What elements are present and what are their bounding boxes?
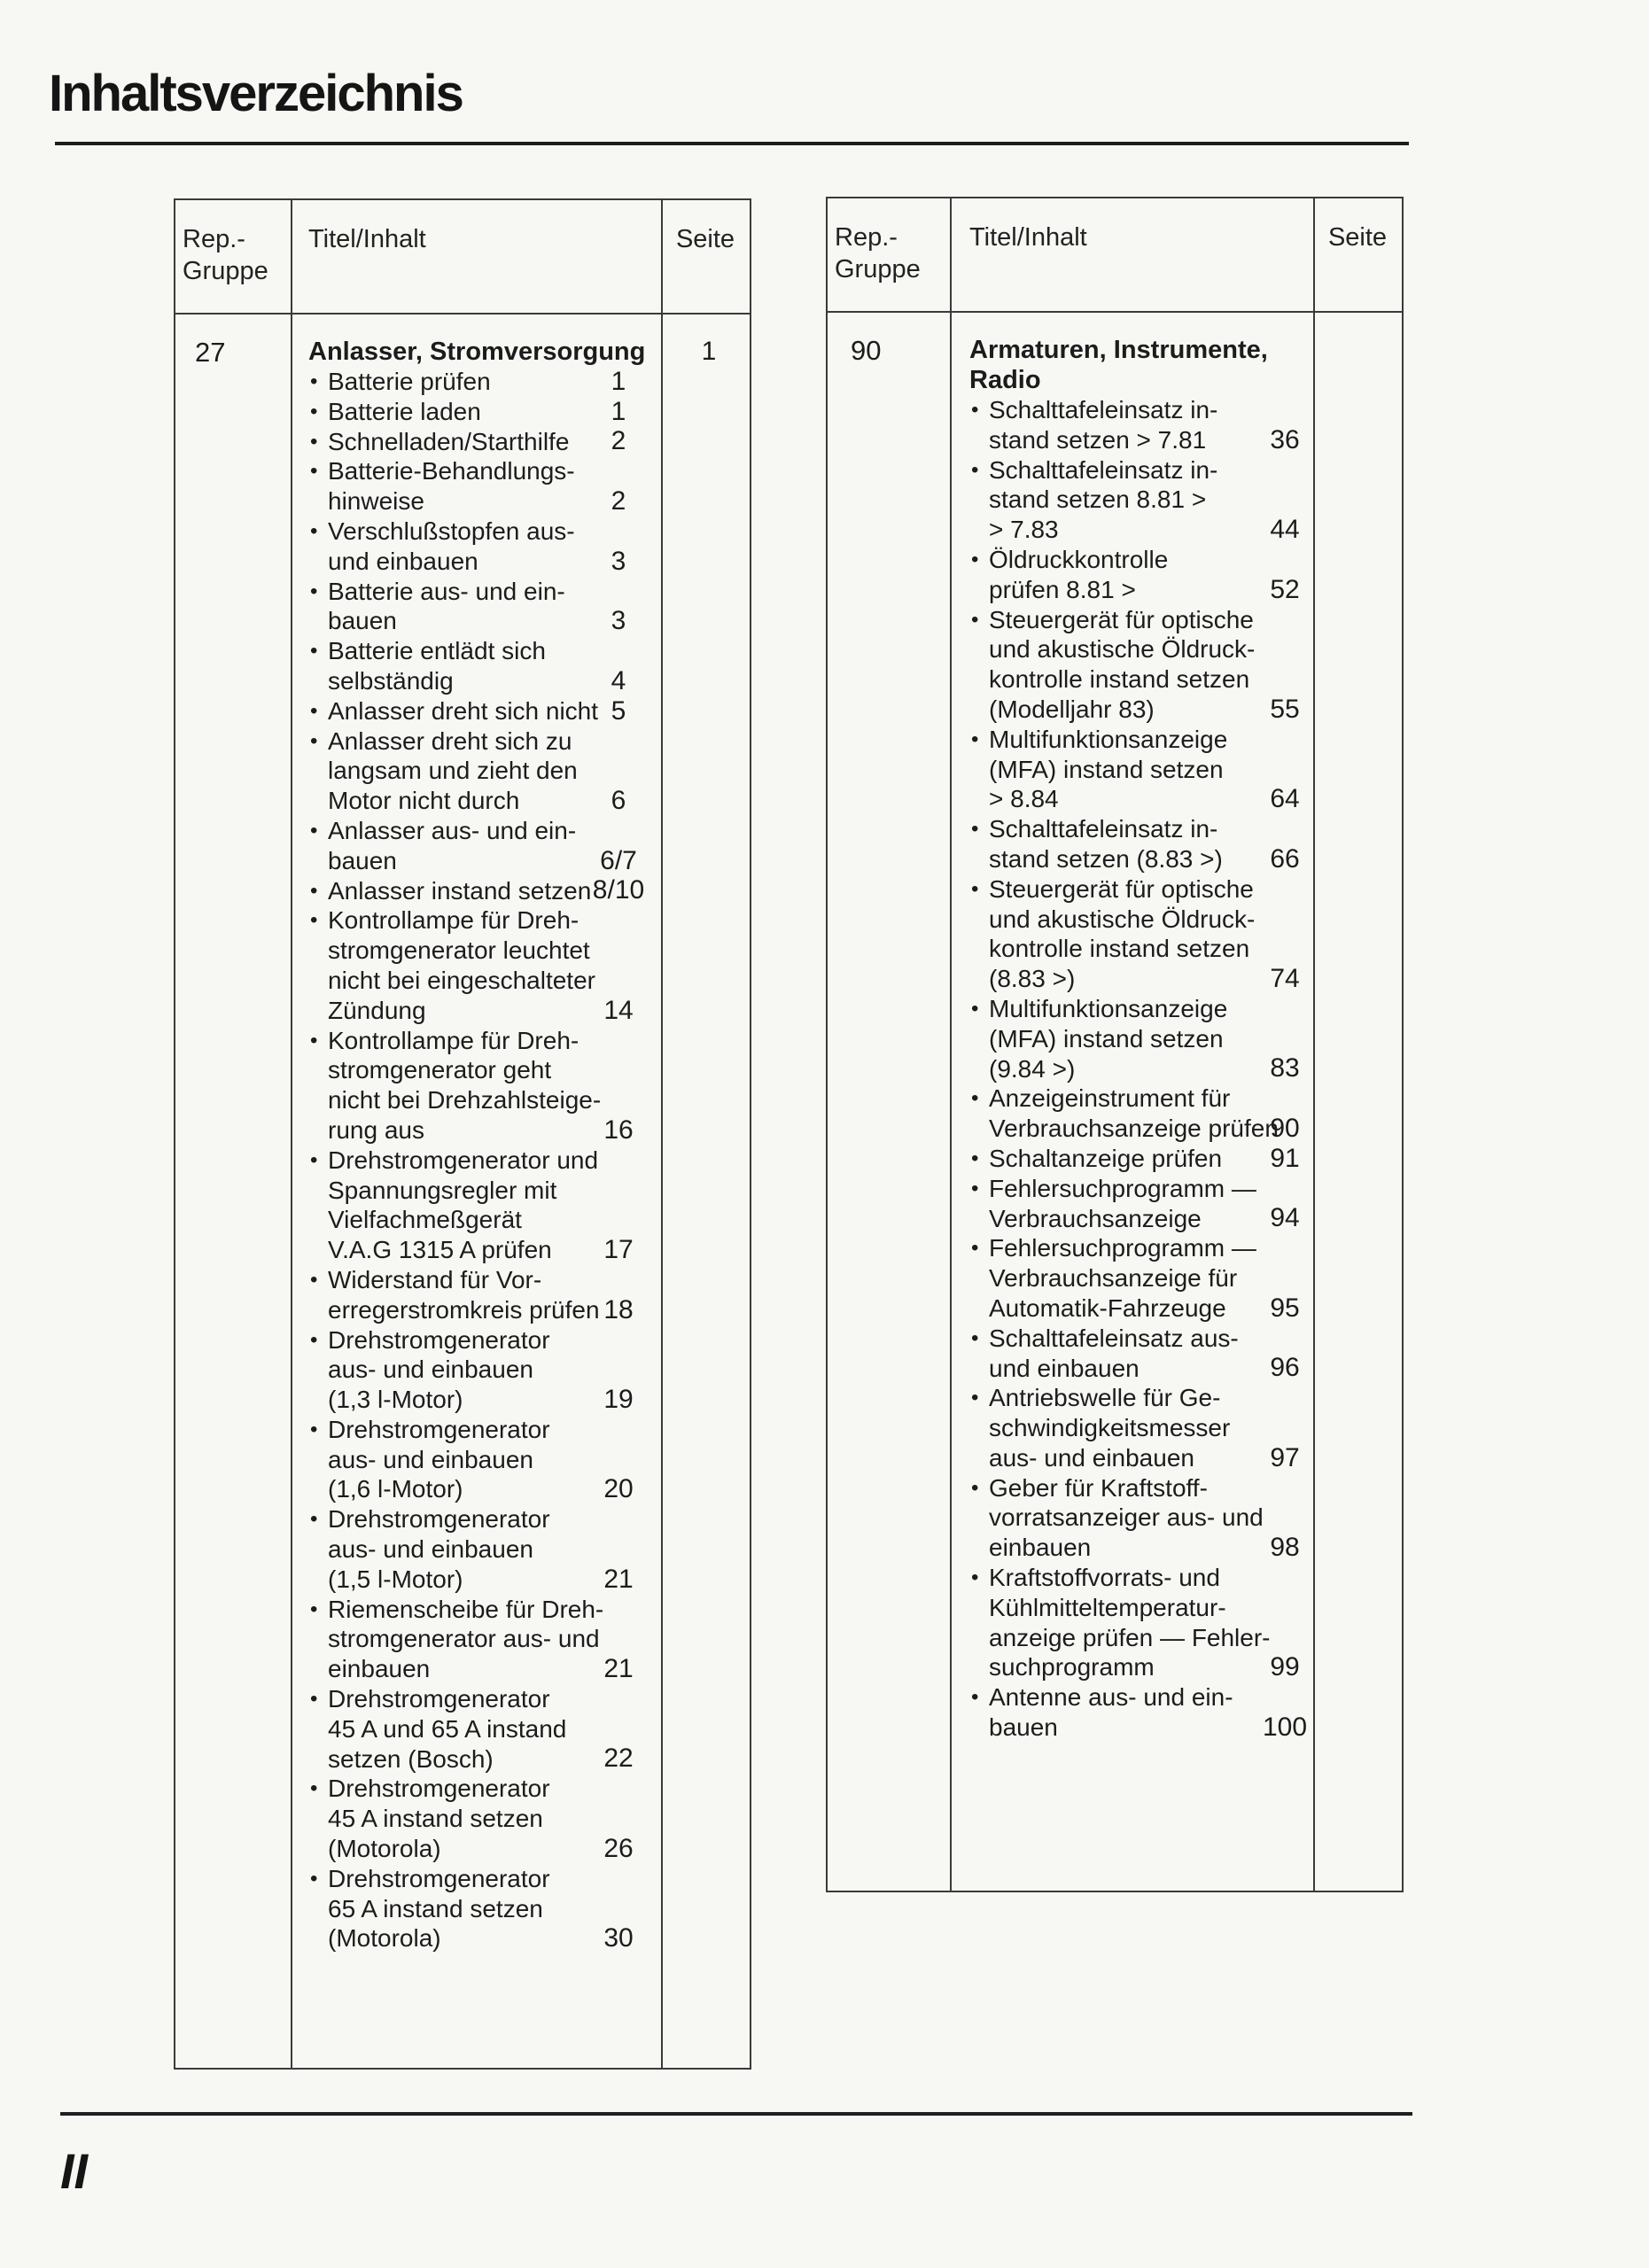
entry-page: 1 — [611, 366, 626, 396]
entry-page: 2 — [611, 485, 626, 516]
header-divider — [828, 311, 1402, 313]
bullet-icon: • — [310, 369, 318, 393]
entry-title: Drehstromgenerator 45 A und 65 A instand setzen (Bosch) — [328, 1685, 567, 1773]
bullet-icon: • — [310, 459, 318, 484]
header-group: Rep.- Gruppe — [183, 225, 268, 285]
entry-list-left — [308, 337, 751, 1953]
entry-page: 3 — [611, 606, 626, 636]
entry-page: 95 — [1270, 1293, 1300, 1323]
bullet-icon: • — [310, 1687, 318, 1712]
toc-entry — [969, 455, 1322, 545]
entry-page: 74 — [1270, 963, 1300, 993]
group-heading-row — [969, 335, 1405, 395]
entry-title: Drehstromgenerator aus- und einbauen (1,6 l-Motor) — [328, 1415, 550, 1503]
entry-page: 52 — [1270, 574, 1300, 604]
entry-page: 30 — [603, 1923, 634, 1953]
entry-page: 90 — [1270, 1113, 1300, 1143]
entry-page: 96 — [1270, 1353, 1300, 1383]
bullet-icon: • — [310, 1417, 318, 1441]
entry-title: Anlasser aus- und ein- bauen — [328, 816, 577, 874]
entry-title: Drehstromgenerator 45 A instand setzen (Motorola) — [328, 1775, 550, 1863]
entry-title: Drehstromgenerator aus- und einbauen (1,5 l-Motor) — [328, 1505, 550, 1593]
toc-entry — [308, 816, 661, 876]
entry-title: Anlasser instand setzen — [328, 876, 592, 905]
bullet-icon: • — [971, 1086, 979, 1111]
toc-entry — [308, 1504, 661, 1594]
toc-entry — [308, 1265, 661, 1325]
toc-entry — [969, 1084, 1322, 1144]
footer-rule — [60, 2112, 1412, 2116]
entry-title: Multifunktionsanzeige (MFA) instand setzen > 8.84 — [989, 725, 1228, 813]
entry-page: 94 — [1270, 1203, 1300, 1233]
entry-title: Antenne aus- und ein- bauen — [989, 1683, 1233, 1742]
bullet-icon: • — [971, 1146, 979, 1170]
header-page: Seite — [675, 225, 735, 253]
entry-title: Batterie-Behandlungs- hinweise — [328, 457, 575, 516]
entry-title: Steuergerät für optische und akustische Öldruck- kontrolle instand setzen (Modelljahr 83) — [989, 605, 1256, 723]
bullet-icon: • — [971, 607, 979, 632]
entry-title: Schnelladen/Starthilfe — [328, 427, 570, 455]
group-number: 27 — [195, 337, 226, 368]
entry-title: Fehlersuchprogramm — Verbrauchsanzeige — [989, 1174, 1256, 1232]
toc-entry — [308, 367, 661, 397]
bullet-icon: • — [971, 1386, 979, 1410]
entry-title: Drehstromgenerator 65 A instand setzen (Motorola) — [328, 1864, 550, 1953]
toc-entry — [308, 1325, 661, 1415]
toc-table-right — [826, 197, 1404, 1892]
bullet-icon: • — [310, 1596, 318, 1621]
bullet-icon: • — [310, 1267, 318, 1292]
header-group: Rep.- Gruppe — [835, 223, 921, 284]
entry-page: 21 — [603, 1564, 634, 1594]
entry-page: 3 — [611, 546, 626, 576]
column-divider — [950, 198, 952, 1891]
group-heading-page: 1 — [701, 337, 717, 366]
bullet-icon: • — [310, 1776, 318, 1801]
group-heading: Anlasser, Stromversorgung — [308, 338, 646, 366]
group-heading-row — [308, 337, 751, 367]
entry-page: 22 — [603, 1744, 634, 1774]
toc-entry — [308, 1864, 661, 1953]
toc-entry — [308, 1146, 661, 1265]
toc-entry — [308, 1595, 661, 1684]
entry-title: Antriebswelle für Ge- schwindigkeitsmesser aus- und einbauen — [989, 1384, 1231, 1472]
entry-page: 6/7 — [600, 845, 637, 875]
header-divider — [175, 313, 750, 315]
bullet-icon: • — [310, 1866, 318, 1891]
toc-entry — [308, 696, 661, 726]
entry-title: Schalttafeleinsatz in- stand setzen (8.83 >) — [989, 815, 1223, 873]
entry-page: 16 — [603, 1115, 634, 1145]
entry-page: 18 — [603, 1294, 634, 1324]
toc-entry — [969, 1473, 1322, 1563]
entry-title: Widerstand für Vor- erregerstromkreis prüfen — [328, 1265, 600, 1324]
bullet-icon: • — [310, 429, 318, 454]
header-title: Titel/Inhalt — [969, 223, 1087, 252]
bullet-icon: • — [971, 1685, 979, 1710]
page-number: II — [60, 2143, 89, 2199]
entry-list-right — [969, 335, 1405, 1743]
entry-title: Fehlersuchprogramm — Verbrauchsanzeige für Automatik-Fahrzeuge — [989, 1234, 1256, 1322]
entry-title: Batterie entlädt sich selbständig — [328, 637, 546, 695]
entry-page: 99 — [1270, 1652, 1300, 1682]
entry-title: Anlasser dreht sich zu langsam und zieht den Motor nicht durch — [328, 726, 578, 815]
toc-entry — [308, 577, 661, 637]
toc-entry — [308, 1774, 661, 1863]
bullet-icon: • — [971, 398, 979, 422]
bullet-icon: • — [971, 1236, 979, 1261]
toc-entry — [969, 1174, 1322, 1234]
toc-entry — [308, 636, 661, 696]
bullet-icon: • — [310, 698, 318, 723]
bullet-icon: • — [310, 728, 318, 753]
entry-page: 83 — [1270, 1053, 1300, 1084]
entry-page: 4 — [611, 665, 626, 695]
toc-entry — [308, 876, 661, 906]
toc-entry — [969, 545, 1322, 605]
bullet-icon: • — [971, 996, 979, 1021]
entry-title: Kraftstoffvorrats- und Kühlmitteltemperatur- anzeige prüfen — Fehler- suchprogramm — [989, 1564, 1271, 1682]
entry-title: Kontrollampe für Dreh- stromgenerator geht nicht bei Drehzahlsteige- rung aus — [328, 1026, 602, 1144]
entry-title: Schaltanzeige prüfen — [989, 1144, 1223, 1172]
toc-entry — [308, 905, 661, 1025]
entry-page: 2 — [611, 426, 626, 456]
entry-title: Multifunktionsanzeige (MFA) instand setzen (9.84 >) — [989, 994, 1228, 1083]
toc-entry — [969, 1563, 1322, 1682]
toc-entry — [969, 1324, 1322, 1384]
entry-title: Kontrollampe für Dreh- stromgenerator leuchtet nicht bei eingeschalteter Zündung — [328, 906, 595, 1024]
entry-page: 100 — [1262, 1712, 1308, 1742]
toc-table-left — [174, 198, 751, 2070]
toc-entry — [308, 726, 661, 816]
page-title: Inhaltsverzeichnis — [49, 65, 463, 122]
toc-entry — [308, 427, 661, 457]
entry-title: Geber für Kraftstoff- vorratsanzeiger aus- und einbauen — [989, 1473, 1264, 1562]
bullet-icon: • — [310, 639, 318, 664]
toc-entry — [308, 517, 661, 577]
entry-page: 14 — [603, 995, 634, 1025]
toc-entry — [969, 395, 1322, 455]
toc-entry — [308, 1026, 661, 1146]
group-number: 90 — [851, 335, 882, 366]
entry-page: 5 — [611, 695, 626, 726]
toc-entry — [308, 1415, 661, 1504]
column-divider — [291, 200, 292, 2068]
entry-title: Drehstromgenerator und Spannungsregler mit Vielfachmeßgerät V.A.G 1315 A prüfen — [328, 1146, 599, 1264]
entry-page: 64 — [1270, 784, 1300, 814]
bullet-icon: • — [971, 1565, 979, 1590]
toc-entry — [969, 1682, 1322, 1743]
entry-title: Anzeigeinstrument für Verbrauchsanzeige prüfen — [989, 1084, 1279, 1143]
entry-title: Öldruckkontrolle prüfen 8.81 > — [989, 545, 1169, 603]
toc-entry — [969, 1383, 1322, 1472]
toc-entry — [969, 605, 1322, 725]
entry-page: 98 — [1270, 1533, 1300, 1563]
bullet-icon: • — [310, 818, 318, 843]
bullet-icon: • — [310, 399, 318, 423]
entry-page: 36 — [1270, 424, 1300, 454]
bullet-icon: • — [971, 547, 979, 571]
entry-title: Riemenscheibe für Dreh- stromgenerator aus- und einbauen — [328, 1595, 604, 1683]
entry-title: Schalttafeleinsatz in- stand setzen 8.81 > > 7.83 — [989, 455, 1218, 544]
entry-page: 17 — [603, 1234, 634, 1264]
entry-title: Steuergerät für optische und akustische Öldruck- kontrolle instand setzen (8.83 >) — [989, 874, 1256, 993]
entry-page: 97 — [1270, 1442, 1300, 1472]
toc-entry — [308, 397, 661, 427]
toc-entry — [969, 725, 1322, 814]
entry-page: 8/10 — [592, 875, 645, 905]
bullet-icon: • — [971, 1176, 979, 1200]
title-rule — [55, 142, 1409, 145]
bullet-icon: • — [310, 1327, 318, 1352]
toc-entry — [969, 814, 1322, 874]
bullet-icon: • — [971, 876, 979, 901]
toc-entry — [969, 1144, 1322, 1174]
bullet-icon: • — [310, 1507, 318, 1532]
bullet-icon: • — [971, 726, 979, 751]
entry-page: 55 — [1270, 694, 1300, 724]
entry-title: Batterie aus- und ein- bauen — [328, 577, 565, 635]
group-heading: Armaturen, Instrumente, Radio — [969, 336, 1268, 394]
bullet-icon: • — [310, 878, 318, 903]
entry-page: 20 — [603, 1474, 634, 1504]
entry-page: 19 — [603, 1384, 634, 1414]
toc-entry — [308, 456, 661, 517]
entry-page: 21 — [603, 1654, 634, 1684]
entry-title: Schalttafeleinsatz in- stand setzen > 7.81 — [989, 396, 1218, 454]
bullet-icon: • — [310, 1028, 318, 1052]
entry-page: 91 — [1270, 1143, 1300, 1173]
bullet-icon: • — [310, 1147, 318, 1172]
entry-page: 26 — [603, 1833, 634, 1863]
bullet-icon: • — [971, 457, 979, 482]
toc-entry — [969, 874, 1322, 994]
toc-entry — [969, 1233, 1322, 1323]
entry-page: 44 — [1270, 514, 1300, 544]
entry-title: Batterie prüfen — [328, 368, 491, 395]
entry-title: Drehstromgenerator aus- und einbauen (1,3 l-Motor) — [328, 1325, 550, 1414]
entry-page: 6 — [611, 785, 626, 815]
bullet-icon: • — [310, 518, 318, 543]
entry-page: 1 — [611, 396, 626, 426]
bullet-icon: • — [310, 908, 318, 933]
entry-title: Batterie laden — [328, 397, 481, 425]
bullet-icon: • — [971, 817, 979, 842]
bullet-icon: • — [310, 579, 318, 603]
entry-title: Anlasser dreht sich nicht — [328, 696, 599, 725]
header-title: Titel/Inhalt — [308, 225, 426, 253]
entry-title: Verschlußstopfen aus- und einbauen — [328, 517, 575, 575]
entry-title: Schalttafeleinsatz aus- und einbauen — [989, 1324, 1239, 1382]
entry-page: 66 — [1270, 843, 1300, 874]
toc-entry — [969, 994, 1322, 1084]
header-page: Seite — [1327, 223, 1388, 252]
toc-entry — [308, 1684, 661, 1774]
bullet-icon: • — [971, 1475, 979, 1500]
bullet-icon: • — [971, 1325, 979, 1350]
